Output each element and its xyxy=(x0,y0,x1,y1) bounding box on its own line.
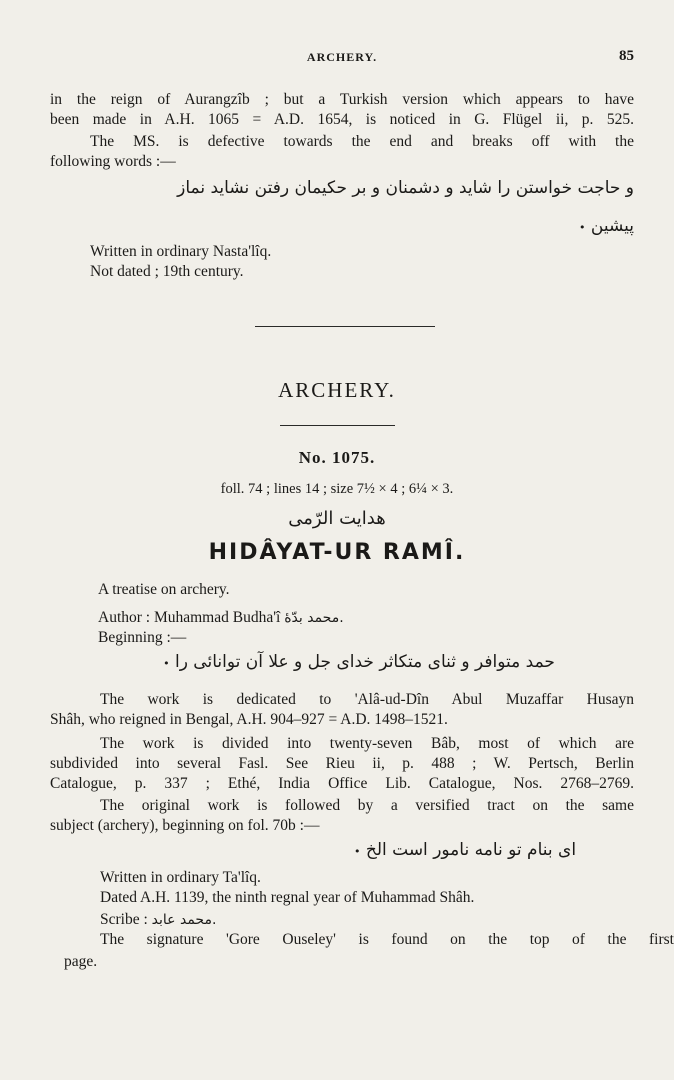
verse-mark: • xyxy=(353,845,361,858)
work-title: HIDÂYAT-UR RAMÎ. xyxy=(208,540,466,565)
author-label: Author : Muhammad Budha'î xyxy=(98,609,281,626)
beginning-label: Beginning :— xyxy=(98,629,187,646)
dedication-line-1: The work is dedicated to 'Alâ-ud-Dîn Abul Muzaffar Husayn xyxy=(100,691,634,708)
author-line xyxy=(98,608,634,628)
work-title-arabic: هدايت الرّمى xyxy=(288,508,386,529)
running-head xyxy=(50,50,634,70)
followed-line-2: subject (archery), beginning on fol. 70b :— xyxy=(50,817,320,834)
scribe-line xyxy=(100,910,634,930)
followed-line-1: The original work is followed by a versified tract on the same xyxy=(100,797,634,814)
division-line-1: The work is divided into twenty-seven Bâb, most of which are xyxy=(100,735,634,752)
scribe-arabic: محمد عابد. xyxy=(151,912,217,928)
entry-number: No. 1075. xyxy=(298,448,376,467)
division-line-3: Catalogue, p. 337 ; Ethé, India Office Lib. Catalogue, Nos. 2768–2769. xyxy=(50,775,634,792)
section-divider xyxy=(255,326,435,327)
prev-entry-line-1: in the reign of Aurangzîb ; but a Turkish version which appears to have xyxy=(50,91,634,108)
author-arabic: محمد بدّهٔ. xyxy=(284,610,344,626)
entry-script-note: Written in ordinary Ta'lîq. xyxy=(100,869,261,886)
description: A treatise on archery. xyxy=(98,581,230,598)
prev-entry-date-note: Not dated ; 19th century. xyxy=(90,263,244,280)
signature-line-2: page. xyxy=(64,953,98,970)
folio-info: foll. 74 ; lines 14 ; size 7½ × 4 ; 6¼ × 3. xyxy=(220,481,454,497)
prev-entry-line-3: The MS. is defective towards the end and breaks off with the xyxy=(90,133,634,150)
scribe-label: Scribe : xyxy=(100,911,148,928)
end-mark: • xyxy=(578,221,586,234)
prev-entry-arabic-1: و حاجت خواستن را شاید و دشمنان و بر حکیمان رفتن نشاید نماز xyxy=(177,178,634,198)
heading-divider xyxy=(280,425,395,426)
section-heading: ARCHERY. xyxy=(278,378,396,402)
prev-entry-line-4: following words :— xyxy=(50,153,176,170)
prev-entry-arabic-2-text: پیشین xyxy=(590,216,634,236)
prev-entry-line-2: been made in A.H. 1065 = A.D. 1654, is noticed in G. Flügel ii, p. 525. xyxy=(50,111,634,128)
prev-entry-arabic-2 xyxy=(560,216,634,236)
verse-line xyxy=(330,840,600,860)
dedication-line-2: Shâh, who reigned in Bengal, A.H. 904–927 = A.D. 1498–1521. xyxy=(50,711,448,728)
page-number: 85 xyxy=(619,48,634,64)
beginning-mark: • xyxy=(163,657,170,670)
running-head-title: ARCHERY. xyxy=(306,50,378,64)
beginning-line xyxy=(112,652,606,672)
dated-line: Dated A.H. 1139, the ninth regnal year of Muhammad Shâh. xyxy=(100,889,475,906)
prev-entry-script-note: Written in ordinary Nasta'lîq. xyxy=(90,243,272,260)
beginning-arabic: حمد متوافر و ثنای متکاثر خدای جل و علا آن توانائی را xyxy=(174,652,555,672)
verse-arabic: ای بنام تو نامه نامور است الخ xyxy=(365,840,577,860)
division-line-2: subdivided into several Fasl. See Rieu ii, p. 488 ; W. Pertsch, Berlin xyxy=(50,755,634,772)
signature-line-1: The signature 'Gore Ouseley' is found on the top of the first xyxy=(100,931,674,948)
